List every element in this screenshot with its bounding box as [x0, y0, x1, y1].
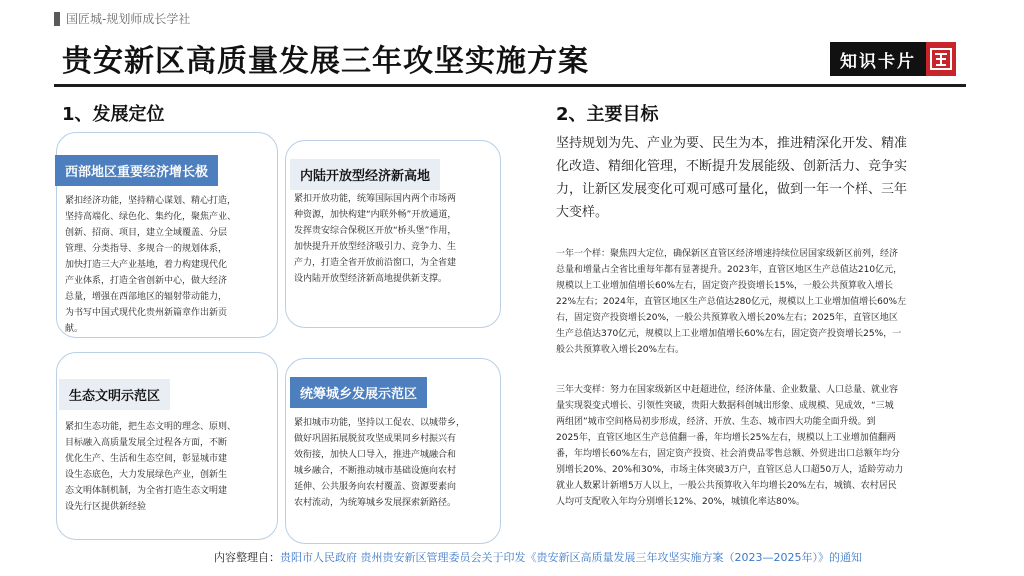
title-divider — [54, 84, 966, 87]
seal-icon — [926, 42, 956, 76]
card-western-growth-pole — [56, 132, 278, 338]
card-title: 内陆开放型经济新高地 — [290, 159, 440, 190]
card-body: 紧扣经济功能，坚持精心谋划、精心打造， 坚持高端化、绿色化、集约化，聚焦产业、 创新、招商、项目，建立全域覆盖、分层 管理、分类指导、多规合一的规划体系， 加快打造三大产业基地，着力构建现代化 产业体系，打造全省创新中心，做大经济 总量，增强在西部地区的辐射带动能力， 为书写中国式现代化贵州新篇章作出新贡 献。 — [65, 196, 237, 334]
card-title: 西部地区重要经济增长极 — [55, 155, 218, 186]
goals-intro: 坚持规划为先、产业为要、民生为本，推进精深化开发、精准 化改造、精细化管理，不断提升发展能级、创新活力、竞争实 力，让新区发展变化可观可感可量化，做到一年一个样、三年 大变样。 — [556, 136, 908, 220]
brand-label: 国匠城-规划师成长学社 — [66, 12, 191, 26]
source-footer — [214, 549, 862, 565]
brand-bar — [54, 10, 190, 27]
source-label: 内容整理自： — [214, 551, 280, 564]
card-urban-rural-demo-zone — [285, 358, 501, 544]
badge-label: 知识卡片 — [830, 42, 926, 76]
knowledge-card-badge — [830, 42, 956, 76]
card-body: 紧扣生态功能，把生态文明的理念、原则、 目标融入高质量发展全过程各方面，不断 优化生产、生活和生态空间，彰显城市建 设生态底色，大力发展绿色产业，创新生 态文明体制机制，为全省打造生态文明建 设先行区提供新经验 — [65, 422, 237, 512]
card-ecological-demo-zone — [56, 352, 278, 540]
card-body: 紧扣开放功能，统筹国际国内两个市场两 种资源，加快构建“内联外畅”开放通道， 发挥贵安综合保税区开放“桥头堡”作用， 加快提升开放型经济吸引力、竞争力、生 产力，打造全省开放前沿窗口，为全省建 设内陆开放型经济新高地提供新支撑。 — [294, 194, 457, 284]
section-heading-positioning: 1、发展定位 — [62, 104, 165, 125]
card-title: 统筹城乡发展示范区 — [290, 377, 427, 408]
goal-three-year-paragraph: 三年大变样：努力在国家级新区中赶超进位，经济体量、企业数量、人口总量、就业容 量实现裂变式增长、引领性突破，贵阳大数据科创城出形象、成规模、见成效，“三城 两组团”城市空间格局初步形成，经济、开放、生态、城市四大功能全面升级。到 2025年，直管区地区生产总值翻一番，年均增长25%左右，规模以上工业增加值翻两 番，年均增长60%左右，固定资产投资、社会消费品零售总额、外贸进出口总额年均分 别增长20%、20%和30%，市场主体突破3万户，直管区总人口超50万人，适龄劳动力 就业人数累计新增5万人以上，一般公共预算收入年均增长20%左右，城镇、农村居民 人均可支配收入年均分别增长12%、20%，城镇化率达80%。 — [556, 385, 904, 507]
source-link[interactable]: 贵阳市人民政府 贵州贵安新区管理委员会关于印发《贵安新区高质量发展三年攻坚实施方案（2023—2025年）》的通知 — [280, 551, 862, 564]
card-title: 生态文明示范区 — [59, 379, 170, 410]
section-heading-goals: 2、主要目标 — [556, 104, 659, 125]
brand-mark — [54, 12, 60, 26]
card-inland-open-economy — [285, 140, 501, 328]
card-body: 紧扣城市功能，坚持以工促农、以城带乡， 做好巩固拓展脱贫攻坚成果同乡村振兴有 效衔接，加快人口导入，推进产城融合和 城乡融合，不断推动城市基础设施向农村 延伸、公共服务向农村覆盖、资源要素向 农村流动，为统筹城乡发展探索新路径。 — [294, 418, 466, 508]
page-title: 贵安新区高质量发展三年攻坚实施方案 — [62, 44, 589, 79]
goal-one-year-paragraph: 一年一个样：聚焦四大定位，确保新区直管区经济增速持续位居国家级新区前列，经济 总量和增量占全省比重每年都有显著提升。2023年，直管区地区生产总值达210亿元， 规模以上工业增加值增长60%左右，固定资产投资增长15%，一般公共预算收入增长 22%左右；2024年，直管区地区生产总值达280亿元，规模以上工业增加值增长60%左 右，固定资产投资增长20%，一般公共预算收入增长20%左右；2025年，直管区地区 生产总值达370亿元，规模以上工业增加值增长60%左右，固定资产投资增长25%，一 般公共预算收入增长20%左右。 — [556, 249, 907, 355]
